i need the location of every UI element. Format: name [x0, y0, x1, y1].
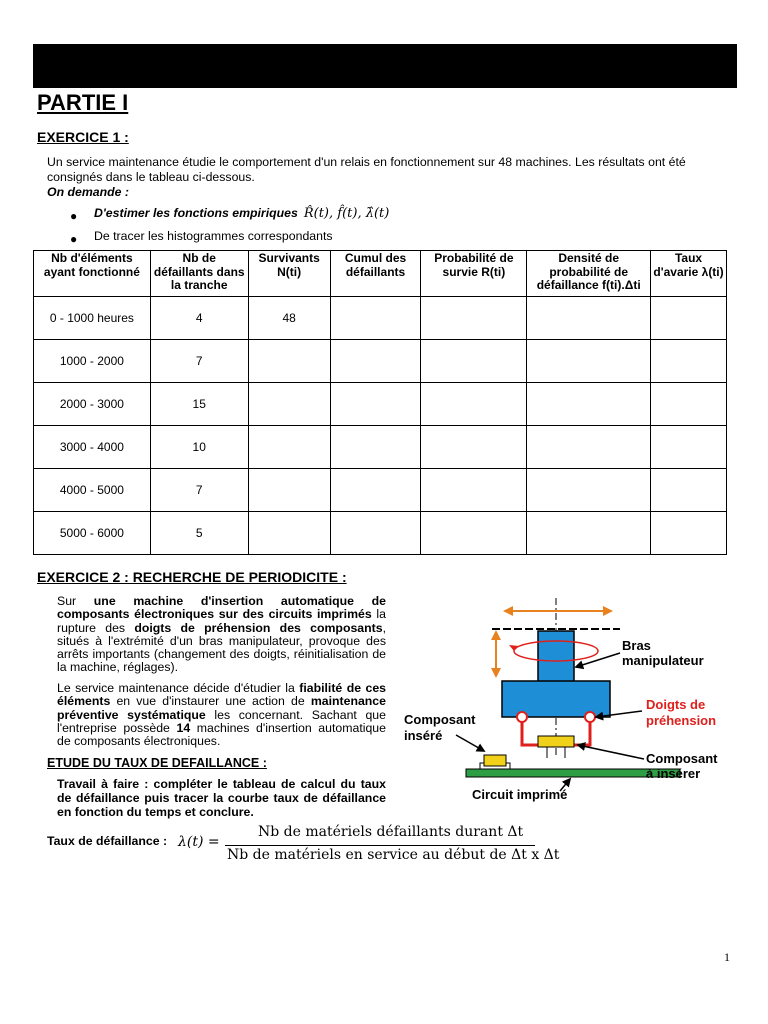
exercice2-paragraph-2 [57, 682, 386, 748]
table-row [34, 426, 727, 469]
table-cell: 5 [150, 512, 248, 555]
table-cell [330, 469, 421, 512]
finger-joint-left [517, 712, 527, 722]
col-header-survivants: Survivants N(ti) [248, 251, 330, 297]
table-row [34, 297, 727, 340]
text-run: Sur [57, 594, 94, 608]
table-cell: 48 [248, 297, 330, 340]
taux-defaillance-label: Taux de défaillance : [47, 834, 168, 848]
table-cell [248, 426, 330, 469]
exercice2-title: EXERCICE 2 : RECHERCHE DE PERIODICITE : [37, 569, 347, 585]
table-cell [651, 297, 727, 340]
exercice1-title: EXERCICE 1 : [37, 129, 129, 145]
label-composant-insere-line-2: inséré [404, 728, 443, 743]
text-run: la rupture des [57, 607, 386, 635]
table-cell: 4 [150, 297, 248, 340]
label-doigts-line-2: préhension [646, 713, 717, 728]
text-run: , situés à l'extrémité d'un bras manipulateur, provoque des arrêts importants (changement des doigts, réinitialisation de la machine, réglages). [57, 620, 386, 675]
table-cell [421, 469, 527, 512]
text-run: les concernant. Sachant que l'entreprise possède [57, 707, 386, 735]
table-cell [651, 340, 727, 383]
table-row [34, 469, 727, 512]
table-cell [527, 426, 651, 469]
rotation-arrow-head [509, 645, 519, 651]
table-cell [421, 383, 527, 426]
table-cell [527, 383, 651, 426]
insertion-machine-diagram [400, 593, 740, 808]
arm-body [502, 681, 610, 717]
col-header-elements: Nb d'éléments ayant fonctionné [34, 251, 151, 297]
inserted-component [484, 755, 506, 766]
on-demande-label: On demande : [47, 185, 129, 199]
table-cell: 3000 - 4000 [34, 426, 151, 469]
text-run-bold: 14 [176, 720, 191, 735]
table-row [34, 512, 727, 555]
table-cell [421, 512, 527, 555]
table-cell [421, 297, 527, 340]
table-cell: 2000 - 3000 [34, 383, 151, 426]
formula-numerator: Nb de matériels défaillants durant Δt [258, 824, 524, 840]
table-cell: 4000 - 5000 [34, 469, 151, 512]
arm-column [538, 631, 574, 685]
table-cell: 7 [150, 340, 248, 383]
exercice1-intro: Un service maintenance étudie le comportement d'un relais en fonctionnement sur 48 machines. Les résultats ont été consignés dans le tableau ci-dessous. [47, 155, 686, 184]
bullet-dot-icon: ● [70, 209, 78, 223]
table-cell: 1000 - 2000 [34, 340, 151, 383]
table-cell [248, 383, 330, 426]
bullet-dot-icon: ● [70, 232, 78, 246]
label-bras-line-2: manipulateur [622, 653, 704, 668]
col-header-probabilite: Probabilité de survie R(ti) [421, 251, 527, 297]
fraction-bar [225, 845, 535, 846]
text-run-bold: une machine d'insertion automatique de composants électroniques sur des circuits imprimés [57, 594, 386, 622]
table-cell [527, 297, 651, 340]
page-number: 1 [724, 950, 730, 964]
table-cell [527, 469, 651, 512]
table-cell: 10 [150, 426, 248, 469]
table-cell [651, 469, 727, 512]
table-cell [421, 426, 527, 469]
table-cell [421, 340, 527, 383]
bullet-text-2: De tracer les histogrammes correspondants [94, 229, 333, 243]
col-header-defaillants: Nb de défaillants dans la tranche [150, 251, 248, 297]
table-cell: 15 [150, 383, 248, 426]
table-row [34, 383, 727, 426]
table-cell: 5000 - 6000 [34, 512, 151, 555]
header-black-bar [33, 44, 737, 88]
text-run-bold: doigts de préhension des composants [134, 620, 383, 635]
label-composant-a-inserer-line-1: Composant [646, 751, 718, 766]
finger-joint-right [585, 712, 595, 722]
empirical-functions-math: R̂(t), f̂(t), λ̂(t) [303, 206, 390, 221]
reliability-table [33, 250, 727, 555]
text-run-bold: maintenance préventive systématique [57, 694, 386, 722]
table-cell [330, 512, 421, 555]
table-cell: 7 [150, 469, 248, 512]
travail-a-faire: Travail à faire : compléter le tableau de calcul du taux de défaillance puis tracer la courbe taux de défaillance en fonction du temps et conclure. [57, 777, 386, 819]
bullet-text-1: D'estimer les fonctions empiriques [94, 206, 298, 220]
table-header-row [34, 251, 727, 297]
pointer-composant-a-inserer [578, 745, 644, 759]
table-cell [248, 512, 330, 555]
table-cell [330, 297, 421, 340]
pointer-bras [576, 653, 620, 667]
text-run: Le service maintenance décide d'étudier la [57, 681, 300, 695]
table-cell [527, 340, 651, 383]
label-circuit-imprime: Circuit imprimé [472, 787, 568, 802]
partie-title: PARTIE I [37, 90, 129, 115]
table-cell [330, 383, 421, 426]
col-header-densite: Densité de probabilité de défaillance f(ti).Δti [527, 251, 651, 297]
label-bras-line-1: Bras [622, 638, 651, 653]
table-cell [651, 383, 727, 426]
formula-denominator: Nb de matériels en service au début de Δt x Δt [227, 847, 560, 863]
exercice2-paragraph-1 [57, 595, 386, 675]
text-run-bold: fiabilité de ces éléments [57, 681, 386, 709]
label-doigts-line-1: Doigts de [646, 697, 706, 712]
table-cell [527, 512, 651, 555]
table-cell [651, 512, 727, 555]
table-cell [248, 340, 330, 383]
label-composant-insere-line-1: Composant [404, 712, 476, 727]
etude-taux-title: ETUDE DU TAUX DE DEFAILLANCE : [47, 756, 267, 770]
table-cell [330, 426, 421, 469]
text-run: en vue d'instaurer une action de [110, 694, 311, 709]
col-header-cumul: Cumul des défaillants [330, 251, 421, 297]
table-cell [248, 469, 330, 512]
table-row [34, 340, 727, 383]
table-cell [651, 426, 727, 469]
component-to-insert [538, 736, 574, 747]
label-composant-a-inserer-line-2: à insérer [646, 766, 701, 781]
text-run: machines d'insertion automatique de composants électroniques. [57, 720, 386, 749]
formula-lhs: λ(t) = [178, 834, 220, 850]
table-cell [330, 340, 421, 383]
table-cell: 0 - 1000 heures [34, 297, 151, 340]
pointer-composant-insere [456, 735, 484, 751]
col-header-taux: Taux d'avarie λ(ti) [651, 251, 727, 297]
